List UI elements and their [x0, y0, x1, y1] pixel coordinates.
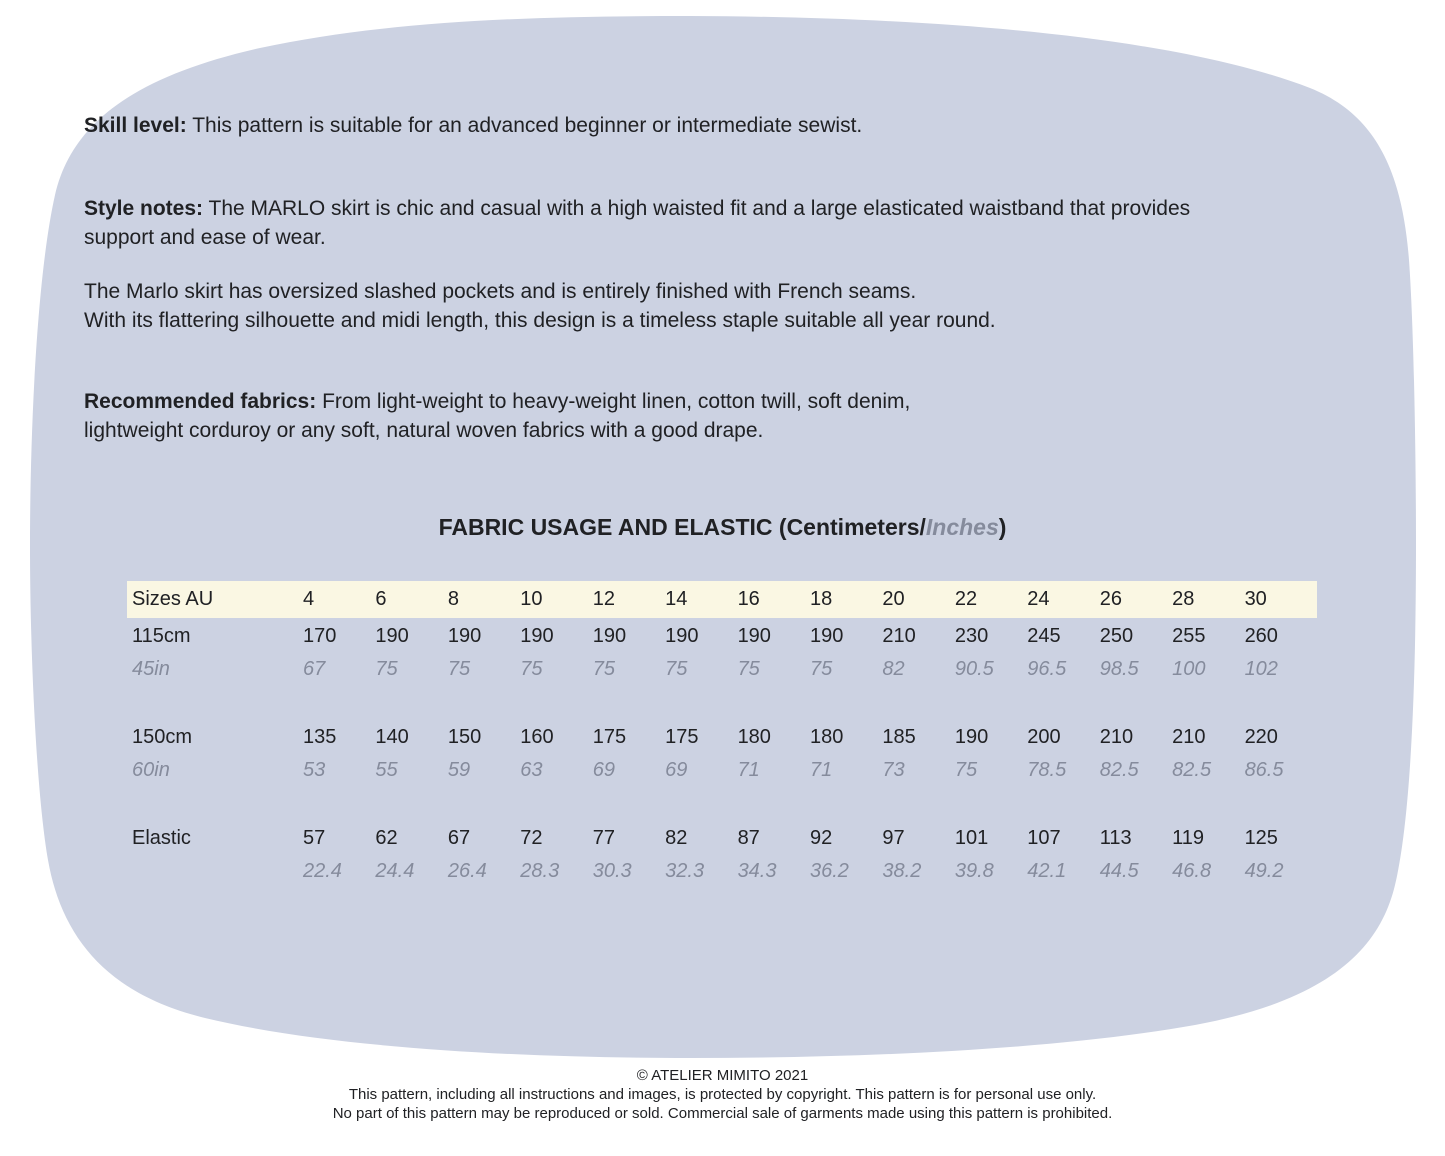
sizes-header-row-label: Sizes AU	[132, 588, 214, 610]
fabric-row-cm-2	[127, 822, 1317, 855]
fabric-row-in-0-value: 82	[882, 658, 905, 680]
fabric-row-in-1-value: 71	[810, 759, 833, 781]
fabric-row-cm-1-value: 210	[1099, 726, 1134, 748]
sizes-header-row-value: 6	[375, 588, 387, 610]
table-title-units-open: (Centimeters/	[778, 514, 926, 540]
fabric-row-in-2-value: 30.3	[592, 860, 632, 882]
fabric-row-cm-1-value: 200	[1027, 726, 1061, 748]
fabric-row-cm-0-value: 230	[954, 625, 989, 647]
fabric-row-cm-1-value: 185	[882, 726, 916, 748]
fabric-row-in-2-value: 28.3	[520, 860, 560, 882]
description-paragraph	[84, 278, 1374, 335]
fabric-row-cm-0-value: 170	[303, 625, 337, 647]
recommended-fabrics-paragraph	[84, 388, 1374, 445]
fabric-row-cm-0-value: 190	[447, 625, 482, 647]
style-notes-line1: The MARLO skirt is chic and casual with a high waisted fit and a large elasticated waistband that provides	[208, 197, 1191, 220]
description-line1: The Marlo skirt has oversized slashed pockets and is entirely finished with French seams.	[84, 280, 917, 303]
fabric-row-in-1-value: 55	[375, 759, 398, 781]
fabric-row-cm-1	[127, 721, 1317, 754]
table-title-units-inches: Inches	[925, 514, 999, 540]
fabric-row-in-2	[127, 855, 1317, 888]
fabric-row-in-1-value: 75	[954, 759, 978, 781]
fabric-row-in-0-value: 75	[592, 658, 615, 680]
fabric-row-in-2-value: 39.8	[954, 860, 994, 882]
description-line2: With its flattering silhouette and midi length, this design is a timeless staple suitable all year round.	[84, 308, 996, 332]
fabric-row-cm-2-value: 57	[303, 827, 326, 849]
fabric-row-cm-1-label: 150cm	[132, 726, 193, 748]
fabric-row-cm-0-value: 255	[1172, 625, 1206, 647]
sizes-header-row-value: 14	[665, 588, 688, 610]
fabric-row-cm-2-label: Elastic	[132, 827, 191, 849]
recommended-fabrics-line2: lightweight corduroy or any soft, natural woven fabrics with a good drape.	[84, 418, 764, 442]
fabric-row-in-0-value: 102	[1244, 658, 1278, 680]
fabric-row-cm-1-value: 180	[737, 726, 771, 748]
fabric-row-cm-0-value: 245	[1027, 625, 1061, 647]
fabric-row-in-1-value: 86.5	[1244, 759, 1284, 781]
fabric-row-cm-0-value: 190	[375, 625, 409, 647]
fabric-row-cm-2-value: 72	[520, 827, 543, 849]
sizes-header-row-value: 20	[882, 588, 905, 610]
table-title-units-close: )	[998, 514, 1007, 540]
fabric-row-cm-1-value: 135	[303, 726, 337, 748]
fabric-row-in-0-value: 75	[665, 658, 688, 680]
fabric-row-in-1-value: 71	[737, 759, 760, 781]
fabric-row-cm-0-value: 190	[737, 625, 771, 647]
style-notes-paragraph	[84, 195, 1374, 252]
fabric-row-in-0-value: 100	[1172, 658, 1206, 680]
fabric-row-cm-1-value: 190	[954, 726, 989, 748]
fabric-row-in-1-value: 59	[447, 759, 471, 781]
sizes-header-row-value: 30	[1244, 588, 1267, 610]
fabric-row-cm-1-value: 220	[1244, 726, 1278, 748]
fabric-row-cm-0-value: 190	[520, 625, 554, 647]
fabric-row-cm-1-value: 160	[520, 726, 554, 748]
fabric-row-in-0-value: 75	[447, 658, 471, 680]
footer-terms-line1: This pattern, including all instructions and images, is protected by copyright. This pattern is for personal use only.	[348, 1086, 1097, 1103]
fabric-row-in-2-value: 22.4	[303, 860, 342, 882]
fabric-row-in-2-value: 46.8	[1172, 860, 1212, 882]
fabric-row-in-1-value: 63	[520, 759, 543, 781]
fabric-row-cm-2-value: 101	[954, 827, 989, 849]
fabric-row-in-2-value: 24.4	[375, 860, 415, 882]
fabric-row-in-0-value: 75	[520, 658, 543, 680]
fabric-row-in-1-value: 69	[592, 759, 615, 781]
fabric-row-in-0-value: 67	[303, 658, 326, 680]
fabric-row-in-1-value: 78.5	[1027, 759, 1067, 781]
fabric-row-cm-0-value: 210	[882, 625, 916, 647]
fabric-row-in-1-value: 82.5	[1172, 759, 1212, 781]
sizes-header-row-value: 26	[1099, 588, 1122, 610]
sizes-header-row-value: 22	[954, 588, 978, 610]
fabric-row-cm-1-value: 140	[375, 726, 409, 748]
fabric-row-in-2-value: 49.2	[1244, 860, 1284, 882]
table-title	[0, 514, 1445, 541]
fabric-row-in-0-label: 45in	[132, 658, 170, 680]
fabric-row-in-1-value: 53	[303, 759, 326, 781]
sizes-header-row-value: 8	[447, 588, 459, 610]
fabric-row-cm-0-value: 190	[810, 625, 844, 647]
skill-level-text: This pattern is suitable for an advanced beginner or intermediate sewist.	[192, 114, 863, 137]
fabric-row-cm-0-label: 115cm	[132, 625, 191, 647]
fabric-row-in-0-value: 98.5	[1099, 658, 1139, 680]
fabric-row-cm-1-value: 175	[592, 726, 627, 748]
fabric-row-cm-1-value: 180	[810, 726, 844, 748]
fabric-row-cm-2-value: 82	[665, 827, 688, 849]
fabric-row-cm-2-value: 87	[737, 827, 760, 849]
table-title-main: FABRIC USAGE AND ELASTIC	[438, 514, 773, 540]
recommended-fabrics-line1: From light-weight to heavy-weight linen, cotton twill, soft denim,	[322, 390, 911, 413]
fabric-row-in-1-value: 69	[665, 759, 688, 781]
fabric-row-in-2-value: 36.2	[810, 860, 849, 882]
fabric-row-cm-2-value: 92	[810, 827, 833, 849]
sizes-header-row-value: 4	[303, 588, 315, 610]
fabric-row-cm-2-value: 62	[375, 827, 398, 849]
fabric-row-cm-0	[127, 620, 1317, 653]
fabric-row-cm-0-value: 250	[1099, 625, 1134, 647]
sizes-header-row-value: 24	[1027, 588, 1050, 610]
fabric-row-cm-2-value: 125	[1244, 827, 1278, 849]
fabric-row-in-1-value: 73	[882, 759, 905, 781]
skill-level-paragraph	[84, 112, 1374, 141]
style-notes-line2: support and ease of wear.	[84, 225, 326, 249]
fabric-row-in-2-value: 32.3	[665, 860, 705, 882]
fabric-row-cm-2-value: 107	[1027, 827, 1061, 849]
fabric-row-cm-1-value: 175	[665, 726, 699, 748]
fabric-row-in-0-value: 75	[375, 658, 398, 680]
fabric-row-cm-2-value: 67	[447, 827, 471, 849]
fabric-row-in-2-value: 44.5	[1099, 860, 1139, 882]
fabric-row-in-0-value: 75	[737, 658, 760, 680]
fabric-row-cm-0-value: 190	[592, 625, 627, 647]
footer-copyright-line: © ATELIER MIMITO 2021	[636, 1067, 809, 1084]
fabric-row-in-1-label: 60in	[132, 759, 170, 781]
sizes-header-row-value: 10	[520, 588, 543, 610]
fabric-row-cm-2-value: 97	[882, 827, 905, 849]
fabric-row-cm-0-value: 260	[1244, 625, 1278, 647]
fabric-row-in-0-value: 90.5	[954, 658, 994, 680]
fabric-row-in-2-value: 42.1	[1027, 860, 1067, 882]
fabric-row-cm-1-value: 150	[447, 726, 482, 748]
fabric-row-in-0-value: 96.5	[1027, 658, 1067, 680]
footer-terms-line2: No part of this pattern may be reproduced or sold. Commercial sale of garments made using this pattern is prohibited.	[332, 1105, 1113, 1122]
fabric-row-in-2-value: 34.3	[737, 860, 777, 882]
fabric-table	[127, 581, 1317, 888]
fabric-row-in-2-value: 38.2	[882, 860, 922, 882]
fabric-row-cm-0-value: 190	[665, 625, 699, 647]
fabric-row-in-0-value: 75	[810, 658, 833, 680]
fabric-row-cm-2-value: 113	[1099, 827, 1132, 849]
skill-level-label: Skill level:	[84, 114, 187, 137]
fabric-row-cm-2-value: 77	[592, 827, 615, 849]
sizes-header-row-value: 12	[592, 588, 615, 610]
sizes-header-row-value: 18	[810, 588, 833, 610]
fabric-row-in-0	[127, 653, 1317, 686]
fabric-row-in-1	[127, 754, 1317, 787]
sizes-header-row-value: 28	[1172, 588, 1195, 610]
recommended-fabrics-label: Recommended fabrics:	[84, 390, 317, 413]
fabric-row-in-2-value: 26.4	[447, 860, 487, 882]
fabric-row-cm-2-value: 119	[1172, 827, 1205, 849]
copyright-footer	[0, 1066, 1445, 1123]
sizes-header-row	[127, 581, 1317, 618]
style-notes-label: Style notes:	[84, 197, 204, 220]
fabric-row-cm-1-value: 210	[1172, 726, 1206, 748]
sizes-header-row-value: 16	[737, 588, 760, 610]
fabric-row-in-1-value: 82.5	[1099, 759, 1139, 781]
